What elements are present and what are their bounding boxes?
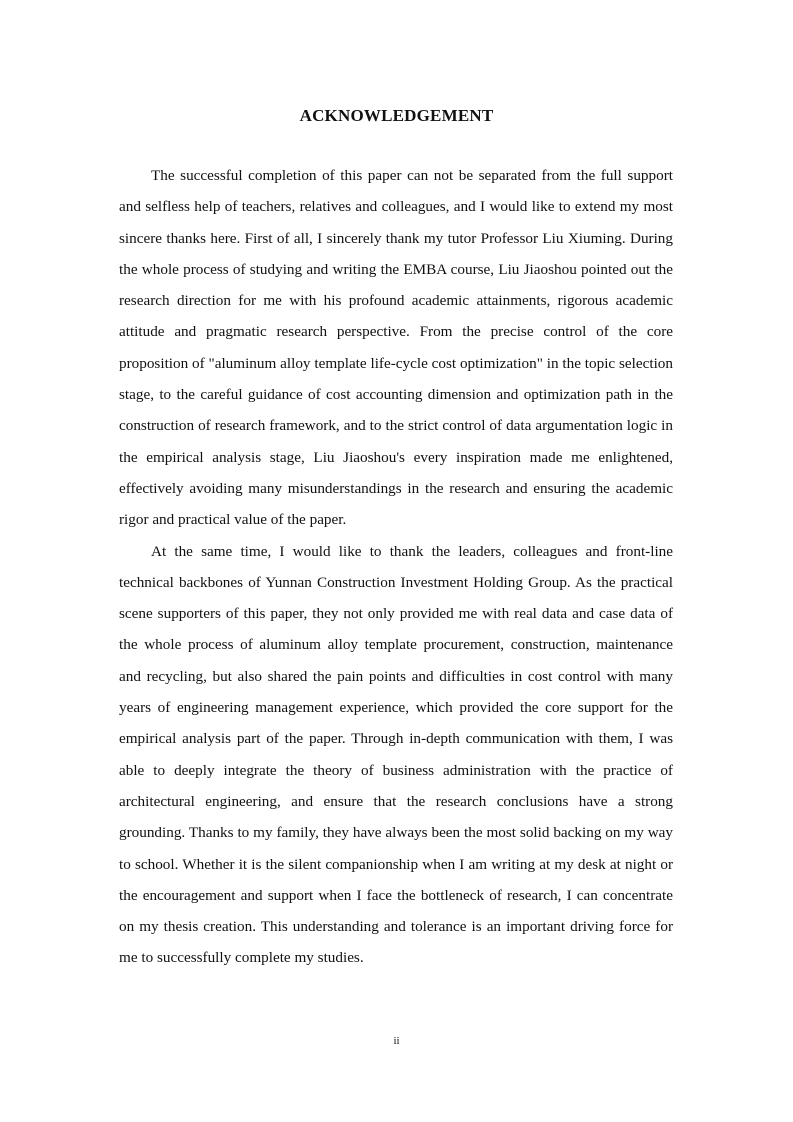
page-number: ii	[393, 1035, 400, 1047]
acknowledgement-body	[119, 160, 673, 974]
paragraph-1: The successful completion of this paper can not be separated from the full support and selfless help of teachers, relatives and colleagues, and I would like to extend my most sincere thanks here. First of all, I sincerely thank my tutor Professor Liu Xiuming. During the whole process of studying and writing the EMBA course, Liu Jiaoshou pointed out the research direction for me with his profound academic attainments, rigorous academic attitude and pragmatic research perspective. From the precise control of the core proposition of "aluminum alloy template life-cycle cost optimization" in the topic selection stage, to the careful guidance of cost accounting dimension and optimization path in the construction of research framework, and to the strict control of data argumentation logic in the empirical analysis stage, Liu Jiaoshou's every inspiration made me enlightened, effectively avoiding many misunderstandings in the research and ensuring the academic rigor and practical value of the paper.	[119, 167, 673, 529]
page-title: ACKNOWLEDGEMENT	[299, 106, 494, 125]
paragraph-2: At the same time, I would like to thank the leaders, colleagues and front-line technical backbones of Yunnan Construction Investment Holding Group. As the practical scene supporters of this paper, they not only provided me with real data and case data of the whole process of aluminum alloy template procurement, construction, maintenance and recycling, but also shared the pain points and difficulties in cost control with many years of engineering management experience, which provided the core support for the empirical analysis part of the paper. Through in-depth communication with them, I was able to deeply integrate the theory of business administration with the practice of architectural engineering, and ensure that the research conclusions have a strong grounding. Thanks to my family, they have always been the most solid backing on my way to school. Whether it is the silent companionship when I am writing at my desk at night or the encouragement and support when I face the bottleneck of research, I can concentrate on my thesis creation. This understanding and tolerance is an important driving force for me to successfully complete my studies.	[119, 542, 673, 967]
